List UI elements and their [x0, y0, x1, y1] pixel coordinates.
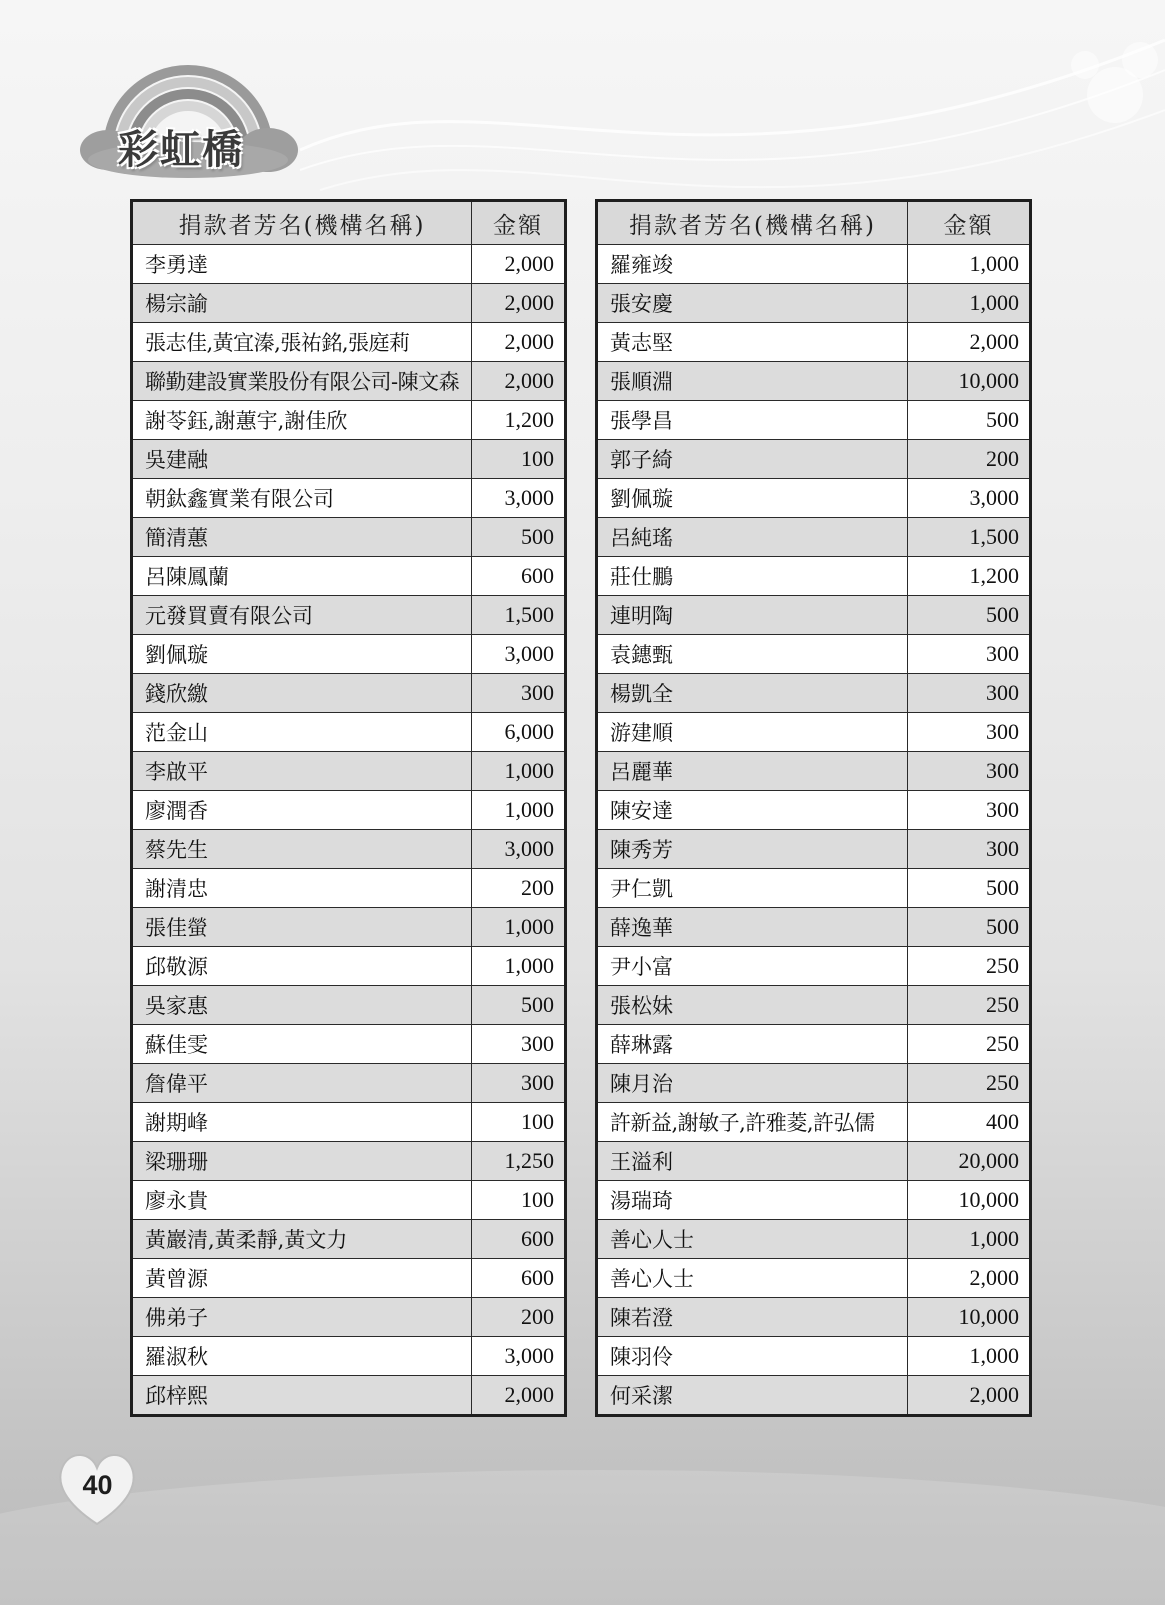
- donation-amount: 300: [907, 752, 1030, 791]
- donor-name: 陳羽伶: [597, 1337, 908, 1376]
- donor-name: 黃志堅: [597, 323, 908, 362]
- table-row: [597, 1376, 1031, 1416]
- donor-name: 朝鈦鑫實業有限公司: [132, 479, 472, 518]
- table-row: [597, 674, 1031, 713]
- table-row: [132, 518, 566, 557]
- donation-amount: 1,000: [472, 791, 566, 830]
- donor-name: 郭子綺: [597, 440, 908, 479]
- donation-amount: 2,000: [907, 1259, 1030, 1298]
- donation-amount: 300: [907, 713, 1030, 752]
- donation-amount: 300: [907, 830, 1030, 869]
- donation-amount: 3,000: [472, 635, 566, 674]
- donor-name: 范金山: [132, 713, 472, 752]
- donation-amount: 300: [472, 1064, 566, 1103]
- donation-amount: 20,000: [907, 1142, 1030, 1181]
- donation-amount: 100: [472, 1103, 566, 1142]
- donation-amount: 3,000: [472, 830, 566, 869]
- donation-amount: 400: [907, 1103, 1030, 1142]
- table-row: [597, 245, 1031, 284]
- donor-name: 黃巖清,黃柔靜,黃文力: [132, 1220, 472, 1259]
- header-name: 捐款者芳名(機構名稱): [597, 201, 908, 245]
- donor-name: 錢欣繳: [132, 674, 472, 713]
- donation-amount: 1,000: [907, 284, 1030, 323]
- table-row: [597, 947, 1031, 986]
- donation-amount: 250: [907, 986, 1030, 1025]
- donation-amount: 300: [907, 635, 1030, 674]
- table-row: [132, 752, 566, 791]
- donor-name: 湯瑞琦: [597, 1181, 908, 1220]
- donation-amount: 3,000: [472, 479, 566, 518]
- donation-amount: 250: [907, 1064, 1030, 1103]
- donor-name: 陳若澄: [597, 1298, 908, 1337]
- table-row: [597, 1142, 1031, 1181]
- donor-name: 呂陳鳳蘭: [132, 557, 472, 596]
- donor-name: 李啟平: [132, 752, 472, 791]
- donation-amount: 1,000: [907, 1220, 1030, 1259]
- table-row: [597, 1220, 1031, 1259]
- table-row: [597, 440, 1031, 479]
- donor-name: 許新益,謝敏子,許雅菱,許弘儒: [597, 1103, 908, 1142]
- header-amount: 金額: [472, 201, 566, 245]
- donation-amount: 250: [907, 1025, 1030, 1064]
- donation-amount: 1,500: [472, 596, 566, 635]
- donation-amount: 3,000: [907, 479, 1030, 518]
- table-row: [132, 908, 566, 947]
- table-row: [132, 1025, 566, 1064]
- donation-amount: 300: [907, 674, 1030, 713]
- donation-amount: 1,000: [472, 752, 566, 791]
- table-row: [597, 1025, 1031, 1064]
- table-row: [132, 596, 566, 635]
- donor-name: 黃曾源: [132, 1259, 472, 1298]
- donor-table-left: [130, 199, 567, 1417]
- donor-name: 羅淑秋: [132, 1337, 472, 1376]
- donation-amount: 500: [472, 986, 566, 1025]
- donation-amount: 1,200: [907, 557, 1030, 596]
- donation-amount: 1,500: [907, 518, 1030, 557]
- donor-name: 游建順: [597, 713, 908, 752]
- table-row: [597, 830, 1031, 869]
- table-row: [132, 362, 566, 401]
- table-row: [132, 1064, 566, 1103]
- donor-name: 羅雍竣: [597, 245, 908, 284]
- page-number: 40: [82, 1470, 113, 1500]
- donation-amount: 2,000: [472, 284, 566, 323]
- donation-amount: 250: [907, 947, 1030, 986]
- donor-name: 梁珊珊: [132, 1142, 472, 1181]
- donor-name: 李勇達: [132, 245, 472, 284]
- donation-amount: 500: [907, 908, 1030, 947]
- donor-name: 廖永貴: [132, 1181, 472, 1220]
- donor-name: 張佳螢: [132, 908, 472, 947]
- donation-amount: 1,200: [472, 401, 566, 440]
- donor-name: 吳建融: [132, 440, 472, 479]
- donation-amount: 500: [907, 596, 1030, 635]
- donor-name: 劉佩璇: [597, 479, 908, 518]
- table-row: [132, 1298, 566, 1337]
- table-row: [132, 947, 566, 986]
- table-row: [597, 479, 1031, 518]
- table-row: [597, 869, 1031, 908]
- table-row: [132, 830, 566, 869]
- donor-name: 連明陶: [597, 596, 908, 635]
- donation-amount: 200: [907, 440, 1030, 479]
- donation-amount: 600: [472, 1259, 566, 1298]
- table-row: [132, 1259, 566, 1298]
- donation-amount: 600: [472, 557, 566, 596]
- table-row: [597, 1181, 1031, 1220]
- donation-amount: 1,000: [472, 947, 566, 986]
- donor-name: 楊凱全: [597, 674, 908, 713]
- donation-amount: 500: [907, 869, 1030, 908]
- donation-amount: 2,000: [472, 323, 566, 362]
- donor-name: 謝清忠: [132, 869, 472, 908]
- donor-name: 吳家惠: [132, 986, 472, 1025]
- donor-name: 善心人士: [597, 1220, 908, 1259]
- donor-name: 陳月治: [597, 1064, 908, 1103]
- table-row: [132, 1337, 566, 1376]
- table-row: [132, 791, 566, 830]
- donation-amount: 1,250: [472, 1142, 566, 1181]
- donation-amount: 500: [472, 518, 566, 557]
- donor-name: 薛逸華: [597, 908, 908, 947]
- table-row: [132, 479, 566, 518]
- donation-amount: 300: [472, 1025, 566, 1064]
- donation-amount: 300: [472, 674, 566, 713]
- donation-amount: 500: [907, 401, 1030, 440]
- table-row: [132, 323, 566, 362]
- table-row: [132, 713, 566, 752]
- donor-name: 呂純瑤: [597, 518, 908, 557]
- donor-name: 邱敬源: [132, 947, 472, 986]
- donor-name: 劉佩璇: [132, 635, 472, 674]
- header-amount: 金額: [907, 201, 1030, 245]
- donor-name: 元發買賣有限公司: [132, 596, 472, 635]
- header-name: 捐款者芳名(機構名稱): [132, 201, 472, 245]
- table-row: [132, 245, 566, 284]
- table-row: [597, 362, 1031, 401]
- table-row: [597, 284, 1031, 323]
- donor-name: 陳安達: [597, 791, 908, 830]
- donor-name: 廖潤香: [132, 791, 472, 830]
- donor-name: 尹仁凱: [597, 869, 908, 908]
- donor-name: 邱梓熙: [132, 1376, 472, 1416]
- donation-amount: 300: [907, 791, 1030, 830]
- table-row: [132, 401, 566, 440]
- table-row: [597, 323, 1031, 362]
- table-row: [132, 440, 566, 479]
- table-row: [132, 1220, 566, 1259]
- table-row: [132, 1376, 566, 1416]
- donation-amount: 1,000: [907, 1337, 1030, 1376]
- donation-amount: 1,000: [472, 908, 566, 947]
- table-row: [597, 1103, 1031, 1142]
- table-row: [132, 557, 566, 596]
- table-row: [132, 284, 566, 323]
- donation-amount: 10,000: [907, 1181, 1030, 1220]
- donation-amount: 2,000: [472, 245, 566, 284]
- table-row: [132, 986, 566, 1025]
- donor-name: 張志佳,黃宜溱,張祐銘,張庭莉: [132, 323, 472, 362]
- donor-name: 王溢利: [597, 1142, 908, 1181]
- donation-amount: 2,000: [907, 1376, 1030, 1416]
- donation-amount: 10,000: [907, 1298, 1030, 1337]
- donation-amount: 1,000: [907, 245, 1030, 284]
- donation-amount: 100: [472, 440, 566, 479]
- donation-amount: 200: [472, 869, 566, 908]
- table-row: [597, 908, 1031, 947]
- table-row: [597, 1337, 1031, 1376]
- donor-table-right: [595, 199, 1032, 1417]
- donor-name: 尹小富: [597, 947, 908, 986]
- donation-amount: 2,000: [472, 1376, 566, 1416]
- donor-name: 聯勤建設實業股份有限公司-陳文森: [132, 362, 472, 401]
- table-row: [597, 1064, 1031, 1103]
- table-row: [597, 518, 1031, 557]
- donation-amount: 2,000: [472, 362, 566, 401]
- donor-name: 袁鏸甄: [597, 635, 908, 674]
- table-row: [132, 1142, 566, 1181]
- table-row: [597, 986, 1031, 1025]
- donor-name: 楊宗諭: [132, 284, 472, 323]
- donation-amount: 2,000: [907, 323, 1030, 362]
- donor-name: 簡清蕙: [132, 518, 472, 557]
- donor-name: 謝期峰: [132, 1103, 472, 1142]
- table-row: [597, 596, 1031, 635]
- donor-name: 善心人士: [597, 1259, 908, 1298]
- table-row: [132, 635, 566, 674]
- table-row: [132, 869, 566, 908]
- donor-name: 呂麗華: [597, 752, 908, 791]
- donor-name: 張松妹: [597, 986, 908, 1025]
- table-row: [597, 752, 1031, 791]
- logo-title: 彩虹橋: [118, 127, 244, 173]
- donor-name: 莊仕鵬: [597, 557, 908, 596]
- donation-amount: 6,000: [472, 713, 566, 752]
- donor-name: 張學昌: [597, 401, 908, 440]
- donation-amount: 200: [472, 1298, 566, 1337]
- donation-amount: 600: [472, 1220, 566, 1259]
- table-row: [597, 1259, 1031, 1298]
- donation-amount: 10,000: [907, 362, 1030, 401]
- donation-amount: 100: [472, 1181, 566, 1220]
- donor-name: 佛弟子: [132, 1298, 472, 1337]
- table-row: [597, 401, 1031, 440]
- table-row: [597, 1298, 1031, 1337]
- table-row: [132, 1181, 566, 1220]
- donor-name: 詹偉平: [132, 1064, 472, 1103]
- donor-name: 陳秀芳: [597, 830, 908, 869]
- table-row: [597, 635, 1031, 674]
- donor-name: 謝苓鈺,謝蕙宇,謝佳欣: [132, 401, 472, 440]
- donor-name: 何采潔: [597, 1376, 908, 1416]
- table-row: [132, 1103, 566, 1142]
- donor-name: 蔡先生: [132, 830, 472, 869]
- table-row: [597, 557, 1031, 596]
- donor-name: 薛琳露: [597, 1025, 908, 1064]
- donor-name: 張安慶: [597, 284, 908, 323]
- donor-name: 蘇佳雯: [132, 1025, 472, 1064]
- donor-name: 張順淵: [597, 362, 908, 401]
- table-row: [597, 791, 1031, 830]
- donation-amount: 3,000: [472, 1337, 566, 1376]
- table-row: [132, 674, 566, 713]
- table-row: [597, 713, 1031, 752]
